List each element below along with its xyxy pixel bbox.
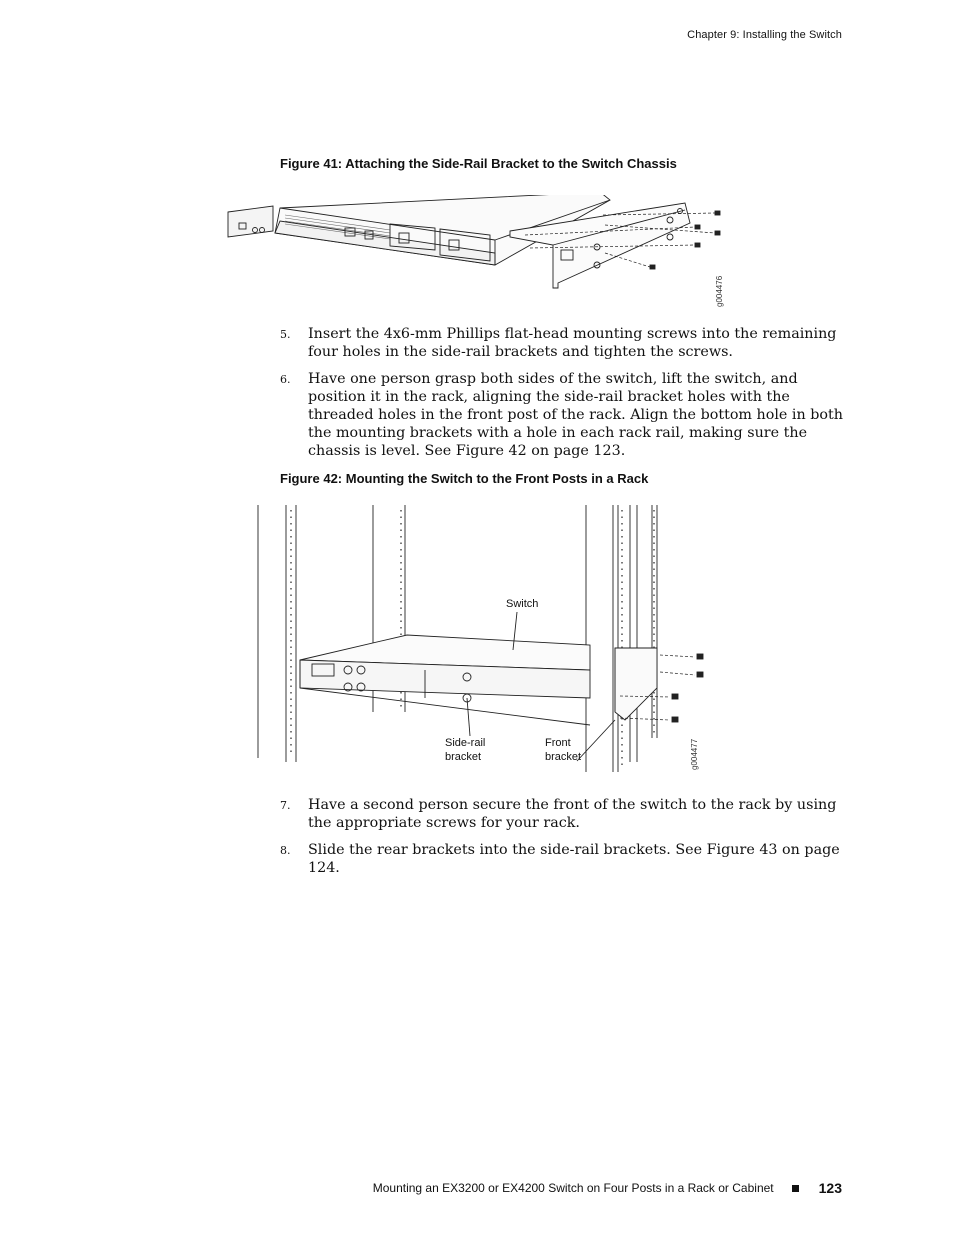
page-footer [373, 1180, 842, 1196]
label-side-rail-line2: bracket [445, 751, 482, 763]
list-item [280, 841, 845, 877]
list-item [280, 796, 845, 832]
label-front-line1: Front [545, 737, 571, 749]
figure-42-caption: Figure 42: Mounting the Switch to the Front Posts in a Rack [280, 471, 649, 486]
label-switch: Switch [506, 598, 539, 610]
figure-41-id-label: g004476 [715, 275, 724, 307]
footer-title: Mounting an EX3200 or EX4200 Switch on Four Posts in a Rack or Cabinet [372, 1181, 774, 1195]
step-number: 7. [280, 799, 291, 812]
steps-list-a [280, 325, 845, 469]
footer-bullet-icon [792, 1185, 799, 1192]
figure-41-caption: Figure 41: Attaching the Side-Rail Bracket to the Switch Chassis [280, 156, 677, 171]
step-number: 8. [280, 844, 291, 857]
steps-list-b [280, 796, 845, 886]
figure-42-id-label: g004477 [690, 738, 699, 770]
figure-41-illustration [225, 195, 730, 315]
figure-42-illustration [255, 500, 720, 778]
list-item [280, 325, 845, 361]
step-number: 5. [280, 328, 291, 341]
step-text: Insert the 4x6-mm Phillips flat-head mounting screws into the remaining four holes in the side-rail brackets and tighten the screws. [308, 326, 837, 360]
label-front-line2: bracket [545, 751, 582, 763]
label-side-rail-line1: Side-rail [445, 737, 486, 749]
step-text: Have one person grasp both sides of the switch, lift the switch, and position it in the rack, aligning the side-rail bracket holes with the threaded holes in the front post of the rack. Align the bottom hole in both the mounting brackets with a hole in each rack rail, making sure the chassis is level. See Figure 42 on page 123. [308, 371, 843, 459]
list-item [280, 370, 845, 460]
step-text: Slide the rear brackets into the side-rail brackets. See Figure 43 on page 124. [308, 842, 840, 876]
page-number: 123 [818, 1180, 842, 1196]
step-number: 6. [280, 373, 291, 386]
running-header: Chapter 9: Installing the Switch [687, 29, 842, 41]
step-text: Have a second person secure the front of the switch to the rack by using the appropriate screws for your rack. [308, 797, 837, 831]
